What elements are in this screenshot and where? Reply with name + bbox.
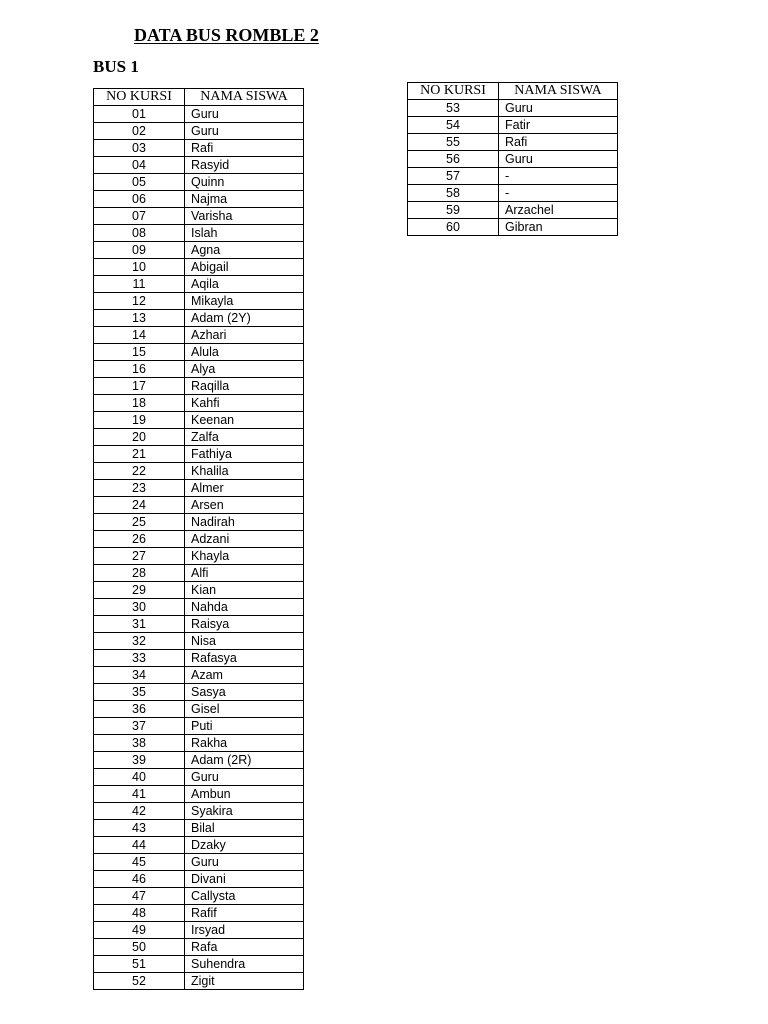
table-header-row (94, 89, 304, 106)
student-name-cell: Alya (185, 361, 304, 378)
seat-number-cell: 06 (94, 191, 185, 208)
table-row (94, 837, 304, 854)
seat-table-left (93, 88, 304, 990)
seat-number-cell: 24 (94, 497, 185, 514)
table-row (94, 531, 304, 548)
table-row (94, 769, 304, 786)
student-name-cell: Varisha (185, 208, 304, 225)
student-name-cell: Najma (185, 191, 304, 208)
seat-number-cell: 29 (94, 582, 185, 599)
student-name-cell: Guru (185, 123, 304, 140)
table-row (94, 395, 304, 412)
student-name-cell: Callysta (185, 888, 304, 905)
table-row (94, 650, 304, 667)
seat-number-cell: 34 (94, 667, 185, 684)
table-row (94, 242, 304, 259)
student-name-cell: Zigit (185, 973, 304, 990)
student-name-cell: Syakira (185, 803, 304, 820)
student-name-cell: Guru (185, 854, 304, 871)
student-name-cell: Fathiya (185, 446, 304, 463)
student-name-cell: Zalfa (185, 429, 304, 446)
student-name-cell: Nadirah (185, 514, 304, 531)
seat-number-cell: 12 (94, 293, 185, 310)
table-row (94, 344, 304, 361)
seat-number-cell: 23 (94, 480, 185, 497)
seat-table-right-body (408, 100, 618, 236)
seat-number-cell: 55 (408, 134, 499, 151)
table-row (94, 106, 304, 123)
table-row (94, 735, 304, 752)
student-name-cell: Divani (185, 871, 304, 888)
seat-number-cell: 53 (408, 100, 499, 117)
table-row (94, 820, 304, 837)
seat-number-cell: 44 (94, 837, 185, 854)
seat-number-cell: 16 (94, 361, 185, 378)
table-row (94, 633, 304, 650)
seat-number-cell: 54 (408, 117, 499, 134)
student-name-cell: Khayla (185, 548, 304, 565)
student-name-cell: Adam (2R) (185, 752, 304, 769)
seat-number-cell: 32 (94, 633, 185, 650)
seat-number-cell: 26 (94, 531, 185, 548)
table-row (94, 327, 304, 344)
table-row (408, 185, 618, 202)
student-name-cell: Guru (499, 151, 618, 168)
table-row (408, 151, 618, 168)
seat-number-cell: 25 (94, 514, 185, 531)
table-row (94, 599, 304, 616)
table-row (94, 905, 304, 922)
table-row (94, 293, 304, 310)
table-row (94, 888, 304, 905)
student-name-cell: Azhari (185, 327, 304, 344)
seat-number-cell: 18 (94, 395, 185, 412)
header-student-name: NAMA SISWA (185, 89, 304, 106)
table-row (94, 310, 304, 327)
seat-number-cell: 05 (94, 174, 185, 191)
student-name-cell: Raqilla (185, 378, 304, 395)
table-row (94, 429, 304, 446)
seat-number-cell: 57 (408, 168, 499, 185)
student-name-cell: Suhendra (185, 956, 304, 973)
table-row (94, 871, 304, 888)
student-name-cell: Adzani (185, 531, 304, 548)
seat-number-cell: 03 (94, 140, 185, 157)
seat-number-cell: 38 (94, 735, 185, 752)
table-row (94, 446, 304, 463)
student-name-cell: Rafasya (185, 650, 304, 667)
table-row (94, 276, 304, 293)
student-name-cell: Guru (185, 106, 304, 123)
student-name-cell: Kian (185, 582, 304, 599)
seat-number-cell: 13 (94, 310, 185, 327)
student-name-cell: Bilal (185, 820, 304, 837)
table-row (94, 718, 304, 735)
table-row (94, 956, 304, 973)
seat-number-cell: 04 (94, 157, 185, 174)
seat-number-cell: 42 (94, 803, 185, 820)
seat-number-cell: 02 (94, 123, 185, 140)
table-row (94, 752, 304, 769)
header-student-name: NAMA SISWA (499, 83, 618, 100)
table-row (94, 939, 304, 956)
student-name-cell: Gibran (499, 219, 618, 236)
seat-number-cell: 20 (94, 429, 185, 446)
seat-number-cell: 60 (408, 219, 499, 236)
table-row (94, 854, 304, 871)
seat-number-cell: 28 (94, 565, 185, 582)
seat-number-cell: 15 (94, 344, 185, 361)
seat-number-cell: 36 (94, 701, 185, 718)
table-row (94, 225, 304, 242)
seat-number-cell: 43 (94, 820, 185, 837)
table-row (408, 117, 618, 134)
table-row (94, 803, 304, 820)
seat-table-right (407, 82, 618, 236)
table-row (94, 922, 304, 939)
table-row (94, 463, 304, 480)
table-row (408, 219, 618, 236)
student-name-cell: Ambun (185, 786, 304, 803)
table-row (94, 616, 304, 633)
table-row (94, 361, 304, 378)
student-name-cell: Rafi (499, 134, 618, 151)
student-name-cell: Rasyid (185, 157, 304, 174)
student-name-cell: Guru (499, 100, 618, 117)
student-name-cell: Rakha (185, 735, 304, 752)
table-row (94, 174, 304, 191)
table-row (408, 168, 618, 185)
seat-number-cell: 39 (94, 752, 185, 769)
student-name-cell: Abigail (185, 259, 304, 276)
table-row (94, 412, 304, 429)
seat-number-cell: 07 (94, 208, 185, 225)
seat-number-cell: 47 (94, 888, 185, 905)
seat-number-cell: 33 (94, 650, 185, 667)
seat-number-cell: 41 (94, 786, 185, 803)
seat-number-cell: 01 (94, 106, 185, 123)
student-name-cell: Irsyad (185, 922, 304, 939)
student-name-cell: Sasya (185, 684, 304, 701)
student-name-cell: Gisel (185, 701, 304, 718)
student-name-cell: Nisa (185, 633, 304, 650)
document-title: DATA BUS ROMBLE 2 (134, 25, 319, 45)
student-name-cell: Khalila (185, 463, 304, 480)
table-row (94, 208, 304, 225)
seat-number-cell: 37 (94, 718, 185, 735)
seat-number-cell: 56 (408, 151, 499, 168)
seat-number-cell: 46 (94, 871, 185, 888)
seat-number-cell: 19 (94, 412, 185, 429)
student-name-cell: Rafif (185, 905, 304, 922)
table-row (94, 497, 304, 514)
table-row (94, 480, 304, 497)
seat-number-cell: 51 (94, 956, 185, 973)
seat-number-cell: 59 (408, 202, 499, 219)
table-row (94, 548, 304, 565)
table-row (408, 134, 618, 151)
table-row (94, 140, 304, 157)
table-row (94, 378, 304, 395)
table-row (408, 100, 618, 117)
student-name-cell: Adam (2Y) (185, 310, 304, 327)
seat-number-cell: 40 (94, 769, 185, 786)
seat-number-cell: 48 (94, 905, 185, 922)
student-name-cell: Keenan (185, 412, 304, 429)
student-name-cell: Guru (185, 769, 304, 786)
student-name-cell: Mikayla (185, 293, 304, 310)
table-row (94, 667, 304, 684)
table-row (94, 701, 304, 718)
seat-number-cell: 08 (94, 225, 185, 242)
seat-number-cell: 14 (94, 327, 185, 344)
table-row (94, 973, 304, 990)
table-row (94, 514, 304, 531)
table-row (408, 202, 618, 219)
table-row (94, 684, 304, 701)
seat-number-cell: 27 (94, 548, 185, 565)
seat-number-cell: 22 (94, 463, 185, 480)
student-name-cell: Puti (185, 718, 304, 735)
seat-number-cell: 11 (94, 276, 185, 293)
seat-number-cell: 31 (94, 616, 185, 633)
student-name-cell: - (499, 185, 618, 202)
student-name-cell: Rafi (185, 140, 304, 157)
table-row (94, 565, 304, 582)
student-name-cell: Fatir (499, 117, 618, 134)
header-seat-no: NO KURSI (408, 83, 499, 100)
seat-number-cell: 49 (94, 922, 185, 939)
seat-table-left-body (94, 106, 304, 990)
table-row (94, 123, 304, 140)
table-row (94, 157, 304, 174)
seat-number-cell: 35 (94, 684, 185, 701)
seat-number-cell: 52 (94, 973, 185, 990)
table-row (94, 582, 304, 599)
table-row (94, 786, 304, 803)
student-name-cell: Rafa (185, 939, 304, 956)
student-name-cell: Alfi (185, 565, 304, 582)
student-name-cell: Quinn (185, 174, 304, 191)
seat-number-cell: 09 (94, 242, 185, 259)
student-name-cell: Almer (185, 480, 304, 497)
table-header-row (408, 83, 618, 100)
bus-label: BUS 1 (93, 57, 139, 76)
seat-number-cell: 21 (94, 446, 185, 463)
seat-number-cell: 58 (408, 185, 499, 202)
seat-number-cell: 17 (94, 378, 185, 395)
table-row (94, 191, 304, 208)
table-row (94, 259, 304, 276)
seat-number-cell: 50 (94, 939, 185, 956)
student-name-cell: Arzachel (499, 202, 618, 219)
student-name-cell: Nahda (185, 599, 304, 616)
student-name-cell: Raisya (185, 616, 304, 633)
student-name-cell: Arsen (185, 497, 304, 514)
student-name-cell: - (499, 168, 618, 185)
seat-number-cell: 45 (94, 854, 185, 871)
header-seat-no: NO KURSI (94, 89, 185, 106)
student-name-cell: Aqila (185, 276, 304, 293)
student-name-cell: Agna (185, 242, 304, 259)
student-name-cell: Alula (185, 344, 304, 361)
student-name-cell: Azam (185, 667, 304, 684)
student-name-cell: Islah (185, 225, 304, 242)
seat-number-cell: 10 (94, 259, 185, 276)
seat-number-cell: 30 (94, 599, 185, 616)
student-name-cell: Kahfi (185, 395, 304, 412)
student-name-cell: Dzaky (185, 837, 304, 854)
